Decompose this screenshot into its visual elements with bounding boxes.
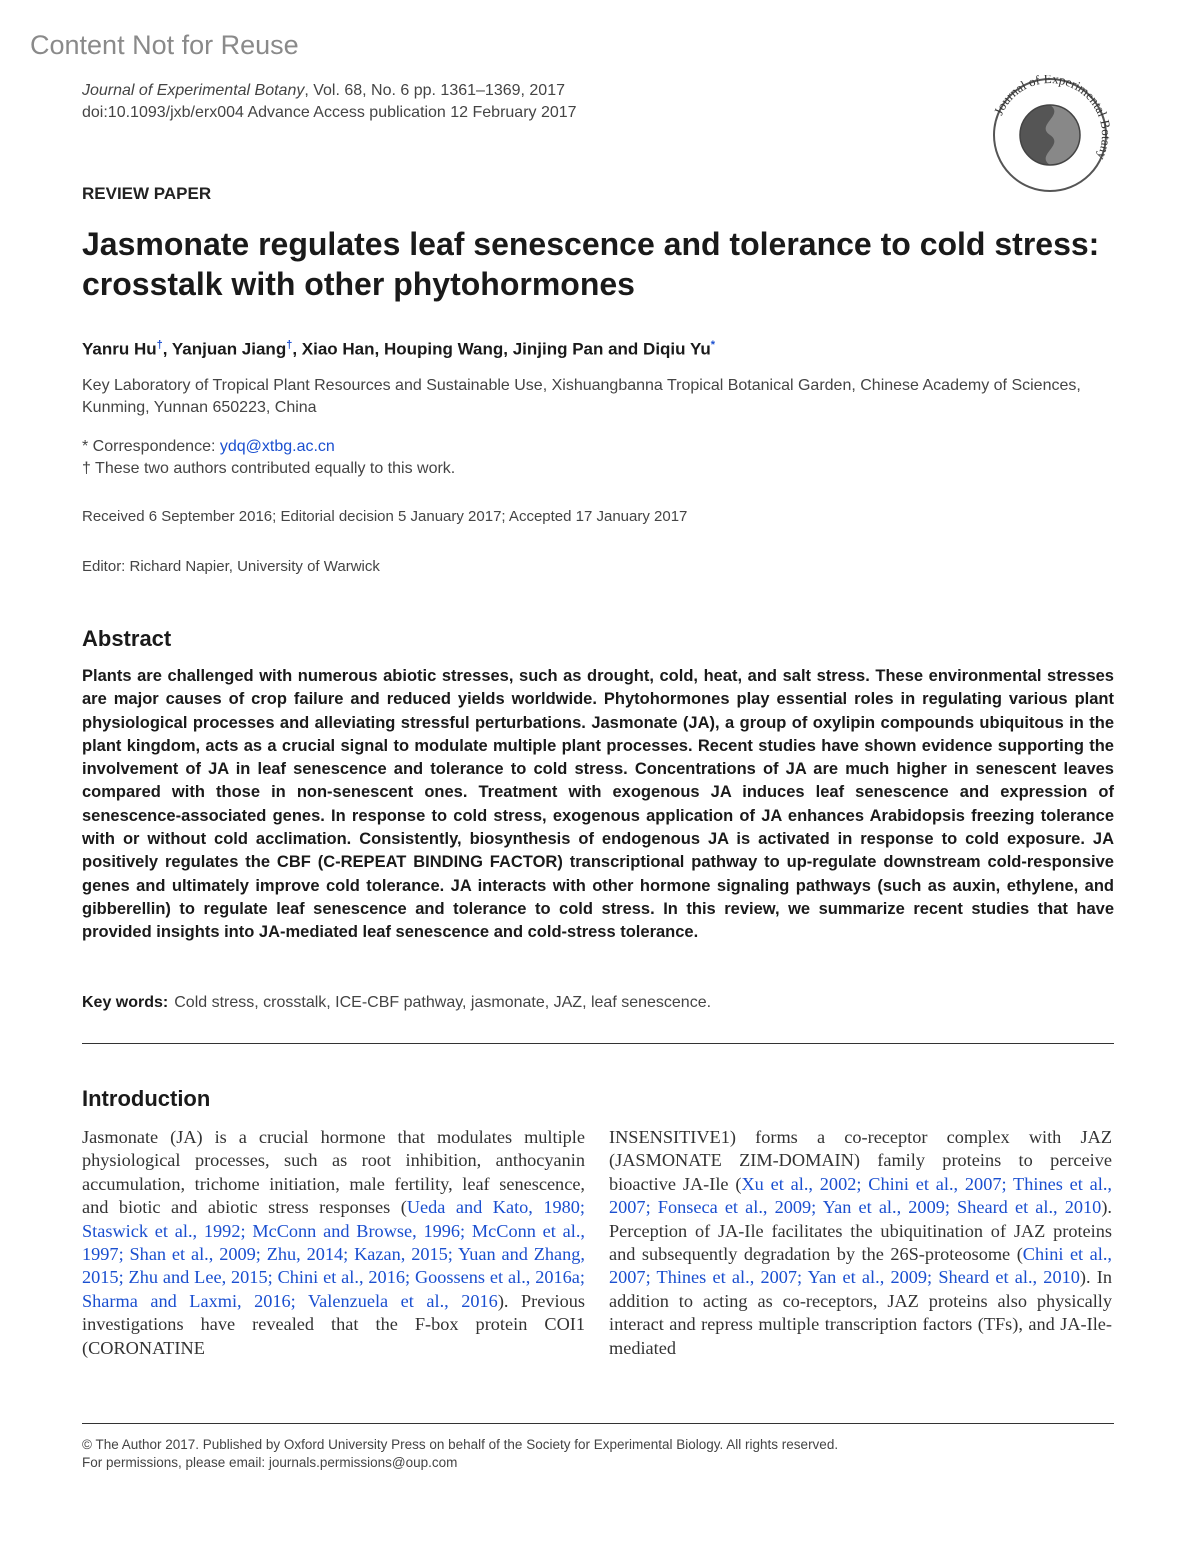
- watermark: Content Not for Reuse: [30, 30, 299, 60]
- paper-type: REVIEW PAPER: [82, 184, 212, 203]
- section-divider: [82, 1043, 1114, 1044]
- abstract-text: Plants are challenged with numerous abiotic stresses, such as drought, cold, heat, and salt stress. These environmental stresses are major causes of crop failure and reduced yields worldwide. Phytohormones play essential roles in regulating various plant physiological processes and alleviating stressful perturbations. Jasmonate (JA), a group of oxylipin compounds ubiquitous in the plant kingdom, acts as a crucial signal to modulate multiple plant processes. Recent studies have shown evidence supporting the involvement of JA in leaf senescence and tolerance to cold stress. Concentrations of JA are much higher in senescent leaves compared with those in non-senescent ones. Treatment with exogenous JA induces leaf senescence and expression of senescence-associated genes. In response to cold stress, exogenous application of JA enhances Arabidopsis freezing tolerance with or without cold acclimation. Consistently, biosynthesis of endogenous JA is activated in response to cold exposure. JA positively regulates the CBF (C-REPEAT BINDING FACTOR) transcriptional pathway to up-regulate downstream cold-responsive genes and ultimately improve cold tolerance. JA interacts with other hormone signaling pathways (such as auxin, ethylene, and gibberellin) to regulate leaf senescence and tolerance to cold stress. In this review, we summarize recent studies that have provided insights into JA-mediated leaf senescence and cold-stress tolerance.: [82, 667, 1114, 942]
- doi-line: doi:10.1093/jxb/erx004 Advance Access publication 12 February 2017: [82, 104, 577, 121]
- introduction-column-right: [609, 1126, 1112, 1360]
- body-text: ). Perception of JA-Ile facilitates the ubiquitination of JAZ proteins and subsequently degradation by the 26S-proteosome (: [609, 1197, 1112, 1265]
- citation-links[interactable]: Ueda and Kato, 1980; Staswick et al., 1992; McConn and Browse, 1996; McConn et al., 1997; Shan et al., 2009; Zhu, 2014; Kazan, 2015; Yuan and Zhang, 2015; Zhu and Lee, 2015; Chini et al., 2016; Goossens et al., 2016a; Sharma and Laxmi, 2016; Valenzuela et al., 2016: [82, 1197, 585, 1311]
- citation-links[interactable]: Chini et al., 2007; Thines et al., 2007; Yan et al., 2009; Sheard et al., 2010: [609, 1244, 1112, 1288]
- author-names: , Xiao Han, Houping Wang, Jinjing Pan and Diqiu Yu: [292, 339, 711, 359]
- copyright-notice: © The Author 2017. Published by Oxford University Press on behalf of the Society for Experimental Biology. All rights reserved.: [82, 1437, 839, 1452]
- body-text: ). Previous investigations have revealed that the F-box protein COI1 (CORONATINE: [82, 1290, 585, 1358]
- introduction-heading: Introduction: [82, 1086, 211, 1111]
- footer-divider: [82, 1423, 1114, 1424]
- correspondence-label: * Correspondence:: [82, 438, 220, 455]
- journal-name: Journal of Experimental Botany: [82, 82, 305, 99]
- equal-contribution-mark[interactable]: †: [156, 339, 163, 351]
- keywords: [82, 994, 711, 1012]
- journal-logo: [980, 75, 1120, 195]
- editor-line: Editor: Richard Napier, University of Warwick: [82, 558, 380, 575]
- keywords-label: Key words:: [82, 994, 169, 1011]
- body-text: INSENSITIVE1) forms a co-receptor complex with JAZ (JASMONATE ZIM-DOMAIN) family proteins to perceive bioactive JA-Ile (: [609, 1127, 1112, 1194]
- logo-text: Journal of Experimental Botany: [990, 75, 1115, 163]
- equal-contribution-mark[interactable]: †: [286, 339, 293, 351]
- equal-contribution-note: † These two authors contributed equally to this work.: [82, 460, 456, 477]
- journal-volume: , Vol. 68, No. 6 pp. 1361–1369, 2017: [304, 82, 565, 99]
- correspondence-email-link[interactable]: ydq@xtbg.ac.cn: [219, 438, 335, 455]
- author-name: , Yanjuan Jiang: [162, 339, 287, 359]
- journal-citation: [82, 80, 577, 124]
- body-text: ). In addition to acting as co-receptors, JAZ proteins also physically interact and repress multiple transcription factors (TFs), and JA-Ile-mediated: [609, 1267, 1112, 1358]
- introduction-column-left: [82, 1126, 585, 1360]
- correspondence-mark[interactable]: *: [710, 339, 716, 351]
- author-list: [82, 339, 715, 360]
- keywords-list: Cold stress, crosstalk, ICE-CBF pathway, jasmonate, JAZ, leaf senescence.: [174, 994, 712, 1011]
- correspondence: [82, 436, 335, 458]
- author-name: Yanru Hu: [82, 339, 157, 359]
- received-dates: Received 6 September 2016; Editorial decision 5 January 2017; Accepted 17 January 2017: [82, 508, 688, 525]
- affiliation: Key Laboratory of Tropical Plant Resources and Sustainable Use, Xishuangbanna Tropical Botanical Garden, Chinese Academy of Sciences, Kunming, Yunnan 650223, China: [82, 377, 1081, 416]
- abstract-heading: Abstract: [82, 626, 172, 651]
- permissions-notice: For permissions, please email: journals.permissions@oup.com: [82, 1455, 458, 1470]
- citation-links[interactable]: Xu et al., 2002; Chini et al., 2007; Thines et al., 2007; Fonseca et al., 2009; Yan et al., 2009; Sheard et al., 2010: [609, 1173, 1112, 1218]
- page-title: Jasmonate regulates leaf senescence and tolerance to cold stress: crosstalk with other phytohormones: [82, 226, 1100, 302]
- body-text: Jasmonate (JA) is a crucial hormone that modulates multiple physiological processes, such as root inhibition, anthocyanin accumulation, trichome initiation, male fertility, leaf senescence, and biotic and abiotic stress responses (: [82, 1127, 585, 1218]
